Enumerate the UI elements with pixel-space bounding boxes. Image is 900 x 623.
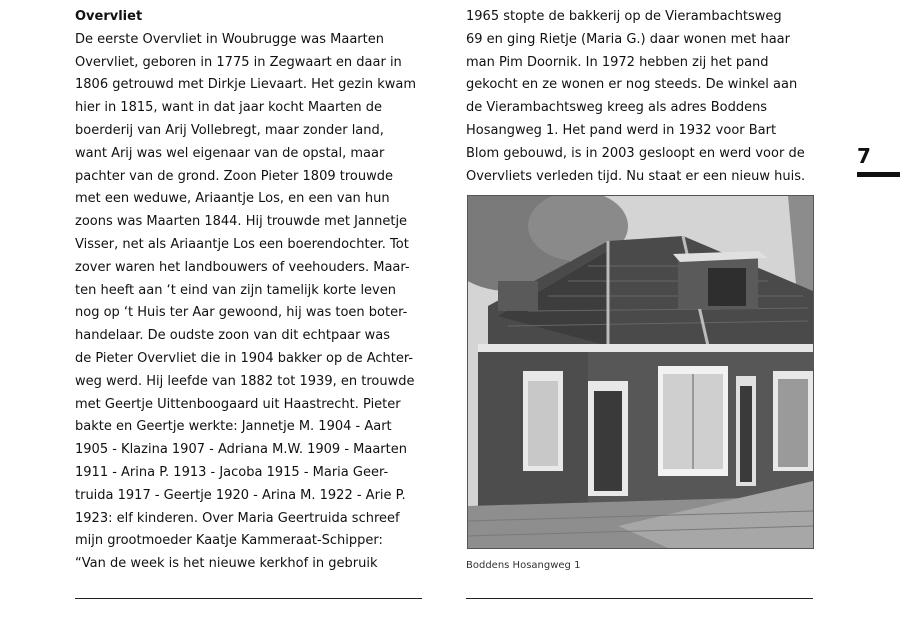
text-line: bakte en Geertje werkte: Jannetje M. 1904 - Aart — [75, 419, 392, 435]
text-line: Visser, net als Ariaantje Los een boerendochter. Tot — [75, 236, 409, 252]
building-photo — [467, 195, 814, 549]
text-line: Overvliets verleden tijd. Nu staat er een nieuw huis. — [466, 168, 806, 184]
right-column — [466, 6, 816, 188]
text-line: Hosangweg 1. Het pand werd in 1932 voor Bart — [466, 122, 777, 138]
footer-rule-left — [75, 598, 422, 599]
text-line: 1806 getrouwd met Dirkje Lievaart. Het gezin kwam — [75, 77, 416, 93]
footer-rule-right — [466, 598, 813, 599]
text-line: handelaar. De oudste zoon van dit echtpaar was — [75, 328, 390, 344]
text-line: 1965 stopte de bakkerij op de Vierambachtsweg — [466, 9, 782, 24]
text-line: 69 en ging Rietje (Maria G.) daar wonen met haar — [466, 31, 790, 47]
photo-caption: Boddens Hosangweg 1 — [466, 560, 581, 571]
text-line: gekocht en ze wonen er nog steeds. De winkel aan — [466, 77, 798, 93]
text-line: 1905 - Klazina 1907 - Adriana M.W. 1909 - Maarten — [75, 442, 407, 458]
text-line: 1923: elf kinderen. Over Maria Geertruida schreef — [75, 510, 400, 526]
text-line: met Geertje Uittenboogaard uit Haastrecht. Pieter — [75, 396, 401, 412]
page-number-bar — [857, 172, 900, 177]
text-line: truida 1917 - Geertje 1920 - Arina M. 1922 - Arie P. — [75, 487, 406, 503]
text-line: boerderij van Arij Vollebregt, maar zonder land, — [75, 122, 384, 138]
building-illustration — [468, 196, 813, 548]
text-line: Blom gebouwd, is in 2003 gesloopt en werd voor de — [466, 145, 805, 161]
text-line: ten heeft aan ‘t eind van zijn tamelijk korte leven — [75, 282, 396, 298]
section-heading: Overvliet — [75, 9, 143, 24]
text-line: want Arij was wel eigenaar van de opstal, maar — [75, 145, 385, 161]
text-line: zoons was Maarten 1844. Hij trouwde met Jannetje — [75, 214, 408, 230]
text-line: met een weduwe, Ariaantje Los, en een van hun — [75, 191, 390, 207]
text-line: weg werd. Hij leefde van 1882 tot 1939, en trouwde — [75, 373, 415, 389]
text-line: zover waren het landbouwers of veehouders. Maar- — [75, 259, 410, 275]
text-line: De eerste Overvliet in Woubrugge was Maarten — [75, 31, 384, 47]
text-line: de Vierambachtsweg kreeg als adres Boddens — [466, 100, 768, 116]
text-line: hier in 1815, want in dat jaar kocht Maarten de — [75, 100, 383, 116]
text-line: “Van de week is het nieuwe kerkhof in gebruik — [75, 556, 378, 572]
text-line: de Pieter Overvliet die in 1904 bakker op de Achter- — [75, 350, 414, 366]
text-line: Overvliet, geboren in 1775 in Zegwaart en daar in — [75, 54, 402, 70]
text-line: mijn grootmoeder Kaatje Kammeraat-Schipper: — [75, 533, 383, 549]
text-line: nog op ‘t Huis ter Aar gewoond, hij was toen boter- — [75, 305, 408, 321]
page-number: 7 — [857, 144, 871, 168]
left-column — [75, 6, 425, 576]
text-line: 1911 - Arina P. 1913 - Jacoba 1915 - Maria Geer- — [75, 464, 389, 480]
text-line: pachter van de grond. Zoon Pieter 1809 trouwde — [75, 168, 393, 184]
text-line: man Pim Doornik. In 1972 hebben zij het pand — [466, 54, 769, 70]
